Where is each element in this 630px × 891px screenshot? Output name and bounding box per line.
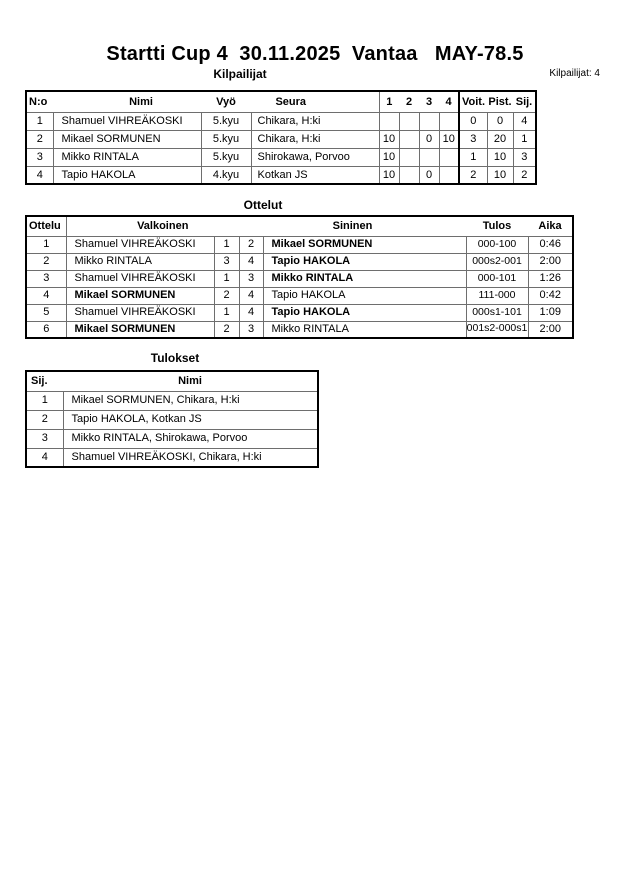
competitor-number: 2 bbox=[26, 130, 53, 148]
competitor-row bbox=[26, 166, 536, 184]
result-row bbox=[26, 410, 318, 429]
col-header-valkoinen: Valkoinen bbox=[66, 216, 239, 236]
competitor-club: Kotkan JS bbox=[251, 166, 379, 184]
white-player: Shamuel VIHREÄKOSKI bbox=[66, 270, 214, 287]
wins-cell: 3 bbox=[459, 130, 487, 148]
blue-player: Tapio HAKOLA bbox=[263, 287, 466, 304]
match-row bbox=[26, 270, 573, 287]
col-header-voit: Voit. bbox=[459, 91, 487, 112]
blue-player-number: 3 bbox=[239, 270, 263, 287]
competitor-number: 1 bbox=[26, 112, 53, 130]
match-score: 000s2-001 bbox=[466, 253, 528, 270]
wins-cell: 2 bbox=[459, 166, 487, 184]
score-cell-4 bbox=[439, 112, 459, 130]
competitor-row bbox=[26, 130, 536, 148]
match-number: 3 bbox=[26, 270, 66, 287]
result-row bbox=[26, 391, 318, 410]
col-header-nimi: Nimi bbox=[53, 91, 201, 112]
points-cell: 10 bbox=[487, 148, 513, 166]
col-header-ottelu: Ottelu bbox=[26, 216, 66, 236]
competitor-belt: 5.kyu bbox=[201, 130, 251, 148]
result-name: Mikael SORMUNEN, Chikara, H:ki bbox=[63, 391, 318, 410]
white-player-number: 3 bbox=[214, 253, 239, 270]
col-header-sij: Sij. bbox=[513, 91, 536, 112]
match-score: 001s2-000s1 bbox=[466, 321, 528, 338]
ottelut-table bbox=[25, 215, 574, 339]
blue-player-number: 2 bbox=[239, 236, 263, 253]
match-time: 2:00 bbox=[528, 321, 573, 338]
white-player-number: 2 bbox=[214, 287, 239, 304]
match-row bbox=[26, 287, 573, 304]
wins-cell: 1 bbox=[459, 148, 487, 166]
section-title-kilpailijat: Kilpailijat bbox=[213, 67, 267, 81]
match-time: 2:00 bbox=[528, 253, 573, 270]
result-name: Shamuel VIHREÄKOSKI, Chikara, H:ki bbox=[63, 448, 318, 467]
match-row bbox=[26, 236, 573, 253]
blue-player: Mikko RINTALA bbox=[263, 270, 466, 287]
points-cell: 20 bbox=[487, 130, 513, 148]
section-title-ottelut: Ottelut bbox=[243, 198, 283, 212]
competitor-belt: 5.kyu bbox=[201, 112, 251, 130]
match-time: 0:42 bbox=[528, 287, 573, 304]
score-cell-1: 10 bbox=[379, 148, 399, 166]
result-placement: 4 bbox=[26, 448, 63, 467]
result-row bbox=[26, 448, 318, 467]
col-header-pist: Pist. bbox=[487, 91, 513, 112]
col-header-aika: Aika bbox=[528, 216, 573, 236]
points-cell: 0 bbox=[487, 112, 513, 130]
white-player: Mikael SORMUNEN bbox=[66, 287, 214, 304]
score-cell-3 bbox=[419, 112, 439, 130]
match-number: 2 bbox=[26, 253, 66, 270]
competitor-club: Chikara, H:ki bbox=[251, 130, 379, 148]
col-header-1: 1 bbox=[379, 91, 399, 112]
score-cell-2 bbox=[399, 148, 419, 166]
competitor-belt: 5.kyu bbox=[201, 148, 251, 166]
blue-player-number: 4 bbox=[239, 304, 263, 321]
competitor-number: 4 bbox=[26, 166, 53, 184]
tulokset-header-row bbox=[26, 371, 318, 391]
col-header-3: 3 bbox=[419, 91, 439, 112]
match-row bbox=[26, 253, 573, 270]
col-header-seura: Seura bbox=[251, 91, 379, 112]
page-title: Startti Cup 4 30.11.2025 Vantaa MAY-78.5 bbox=[106, 43, 524, 65]
match-score: 000s1-101 bbox=[466, 304, 528, 321]
blue-player-number: 3 bbox=[239, 321, 263, 338]
match-number: 1 bbox=[26, 236, 66, 253]
match-row bbox=[26, 304, 573, 321]
score-cell-1: 10 bbox=[379, 130, 399, 148]
competitor-number: 3 bbox=[26, 148, 53, 166]
match-row bbox=[26, 321, 573, 338]
result-placement: 2 bbox=[26, 410, 63, 429]
match-score: 111-000 bbox=[466, 287, 528, 304]
score-cell-1 bbox=[379, 112, 399, 130]
blue-player: Tapio HAKOLA bbox=[263, 304, 466, 321]
placement-cell: 2 bbox=[513, 166, 536, 184]
blue-player: Mikael SORMUNEN bbox=[263, 236, 466, 253]
result-name: Tapio HAKOLA, Kotkan JS bbox=[63, 410, 318, 429]
result-placement: 1 bbox=[26, 391, 63, 410]
match-number: 6 bbox=[26, 321, 66, 338]
kilpailijat-table bbox=[25, 90, 537, 185]
competitor-belt: 4.kyu bbox=[201, 166, 251, 184]
points-cell: 10 bbox=[487, 166, 513, 184]
competitor-name: Mikael SORMUNEN bbox=[53, 130, 201, 148]
placement-cell: 1 bbox=[513, 130, 536, 148]
competitor-name: Tapio HAKOLA bbox=[53, 166, 201, 184]
result-name: Mikko RINTALA, Shirokawa, Porvoo bbox=[63, 429, 318, 448]
match-number: 5 bbox=[26, 304, 66, 321]
match-time: 0:46 bbox=[528, 236, 573, 253]
col-header-sij: Sij. bbox=[26, 371, 63, 391]
placement-cell: 3 bbox=[513, 148, 536, 166]
col-header-vyo: Vyö bbox=[201, 91, 251, 112]
score-cell-2 bbox=[399, 166, 419, 184]
white-player: Shamuel VIHREÄKOSKI bbox=[66, 236, 214, 253]
competitor-row bbox=[26, 148, 536, 166]
section-title-tulokset: Tulokset bbox=[150, 351, 200, 365]
result-placement: 3 bbox=[26, 429, 63, 448]
match-time: 1:26 bbox=[528, 270, 573, 287]
blue-player-number: 4 bbox=[239, 287, 263, 304]
white-player-number: 1 bbox=[214, 236, 239, 253]
score-cell-1: 10 bbox=[379, 166, 399, 184]
match-score: 000-101 bbox=[466, 270, 528, 287]
col-header-no: N:o bbox=[26, 91, 53, 112]
competitor-row bbox=[26, 112, 536, 130]
col-header-nimi: Nimi bbox=[63, 371, 318, 391]
competitor-count: Kilpailijat: 4 bbox=[549, 68, 600, 79]
white-player: Mikko RINTALA bbox=[66, 253, 214, 270]
score-cell-4: 10 bbox=[439, 130, 459, 148]
score-cell-4 bbox=[439, 148, 459, 166]
competitor-club: Shirokawa, Porvoo bbox=[251, 148, 379, 166]
white-player: Shamuel VIHREÄKOSKI bbox=[66, 304, 214, 321]
ottelut-header-row bbox=[26, 216, 573, 236]
blue-player: Tapio HAKOLA bbox=[263, 253, 466, 270]
blue-player: Mikko RINTALA bbox=[263, 321, 466, 338]
white-player: Mikael SORMUNEN bbox=[66, 321, 214, 338]
score-cell-3: 0 bbox=[419, 166, 439, 184]
white-player-number: 2 bbox=[214, 321, 239, 338]
score-cell-2 bbox=[399, 112, 419, 130]
score-cell-2 bbox=[399, 130, 419, 148]
competitor-name: Mikko RINTALA bbox=[53, 148, 201, 166]
score-cell-3 bbox=[419, 148, 439, 166]
col-header-sininen: Sininen bbox=[239, 216, 466, 236]
white-player-number: 1 bbox=[214, 270, 239, 287]
wins-cell: 0 bbox=[459, 112, 487, 130]
white-player-number: 1 bbox=[214, 304, 239, 321]
tulokset-table bbox=[25, 370, 319, 468]
placement-cell: 4 bbox=[513, 112, 536, 130]
match-number: 4 bbox=[26, 287, 66, 304]
score-cell-3: 0 bbox=[419, 130, 439, 148]
score-cell-4 bbox=[439, 166, 459, 184]
match-time: 1:09 bbox=[528, 304, 573, 321]
blue-player-number: 4 bbox=[239, 253, 263, 270]
col-header-tulos: Tulos bbox=[466, 216, 528, 236]
kilpailijat-header-row bbox=[26, 91, 536, 112]
competitor-club: Chikara, H:ki bbox=[251, 112, 379, 130]
competitor-name: Shamuel VIHREÄKOSKI bbox=[53, 112, 201, 130]
col-header-4: 4 bbox=[439, 91, 459, 112]
col-header-2: 2 bbox=[399, 91, 419, 112]
result-row bbox=[26, 429, 318, 448]
match-score: 000-100 bbox=[466, 236, 528, 253]
